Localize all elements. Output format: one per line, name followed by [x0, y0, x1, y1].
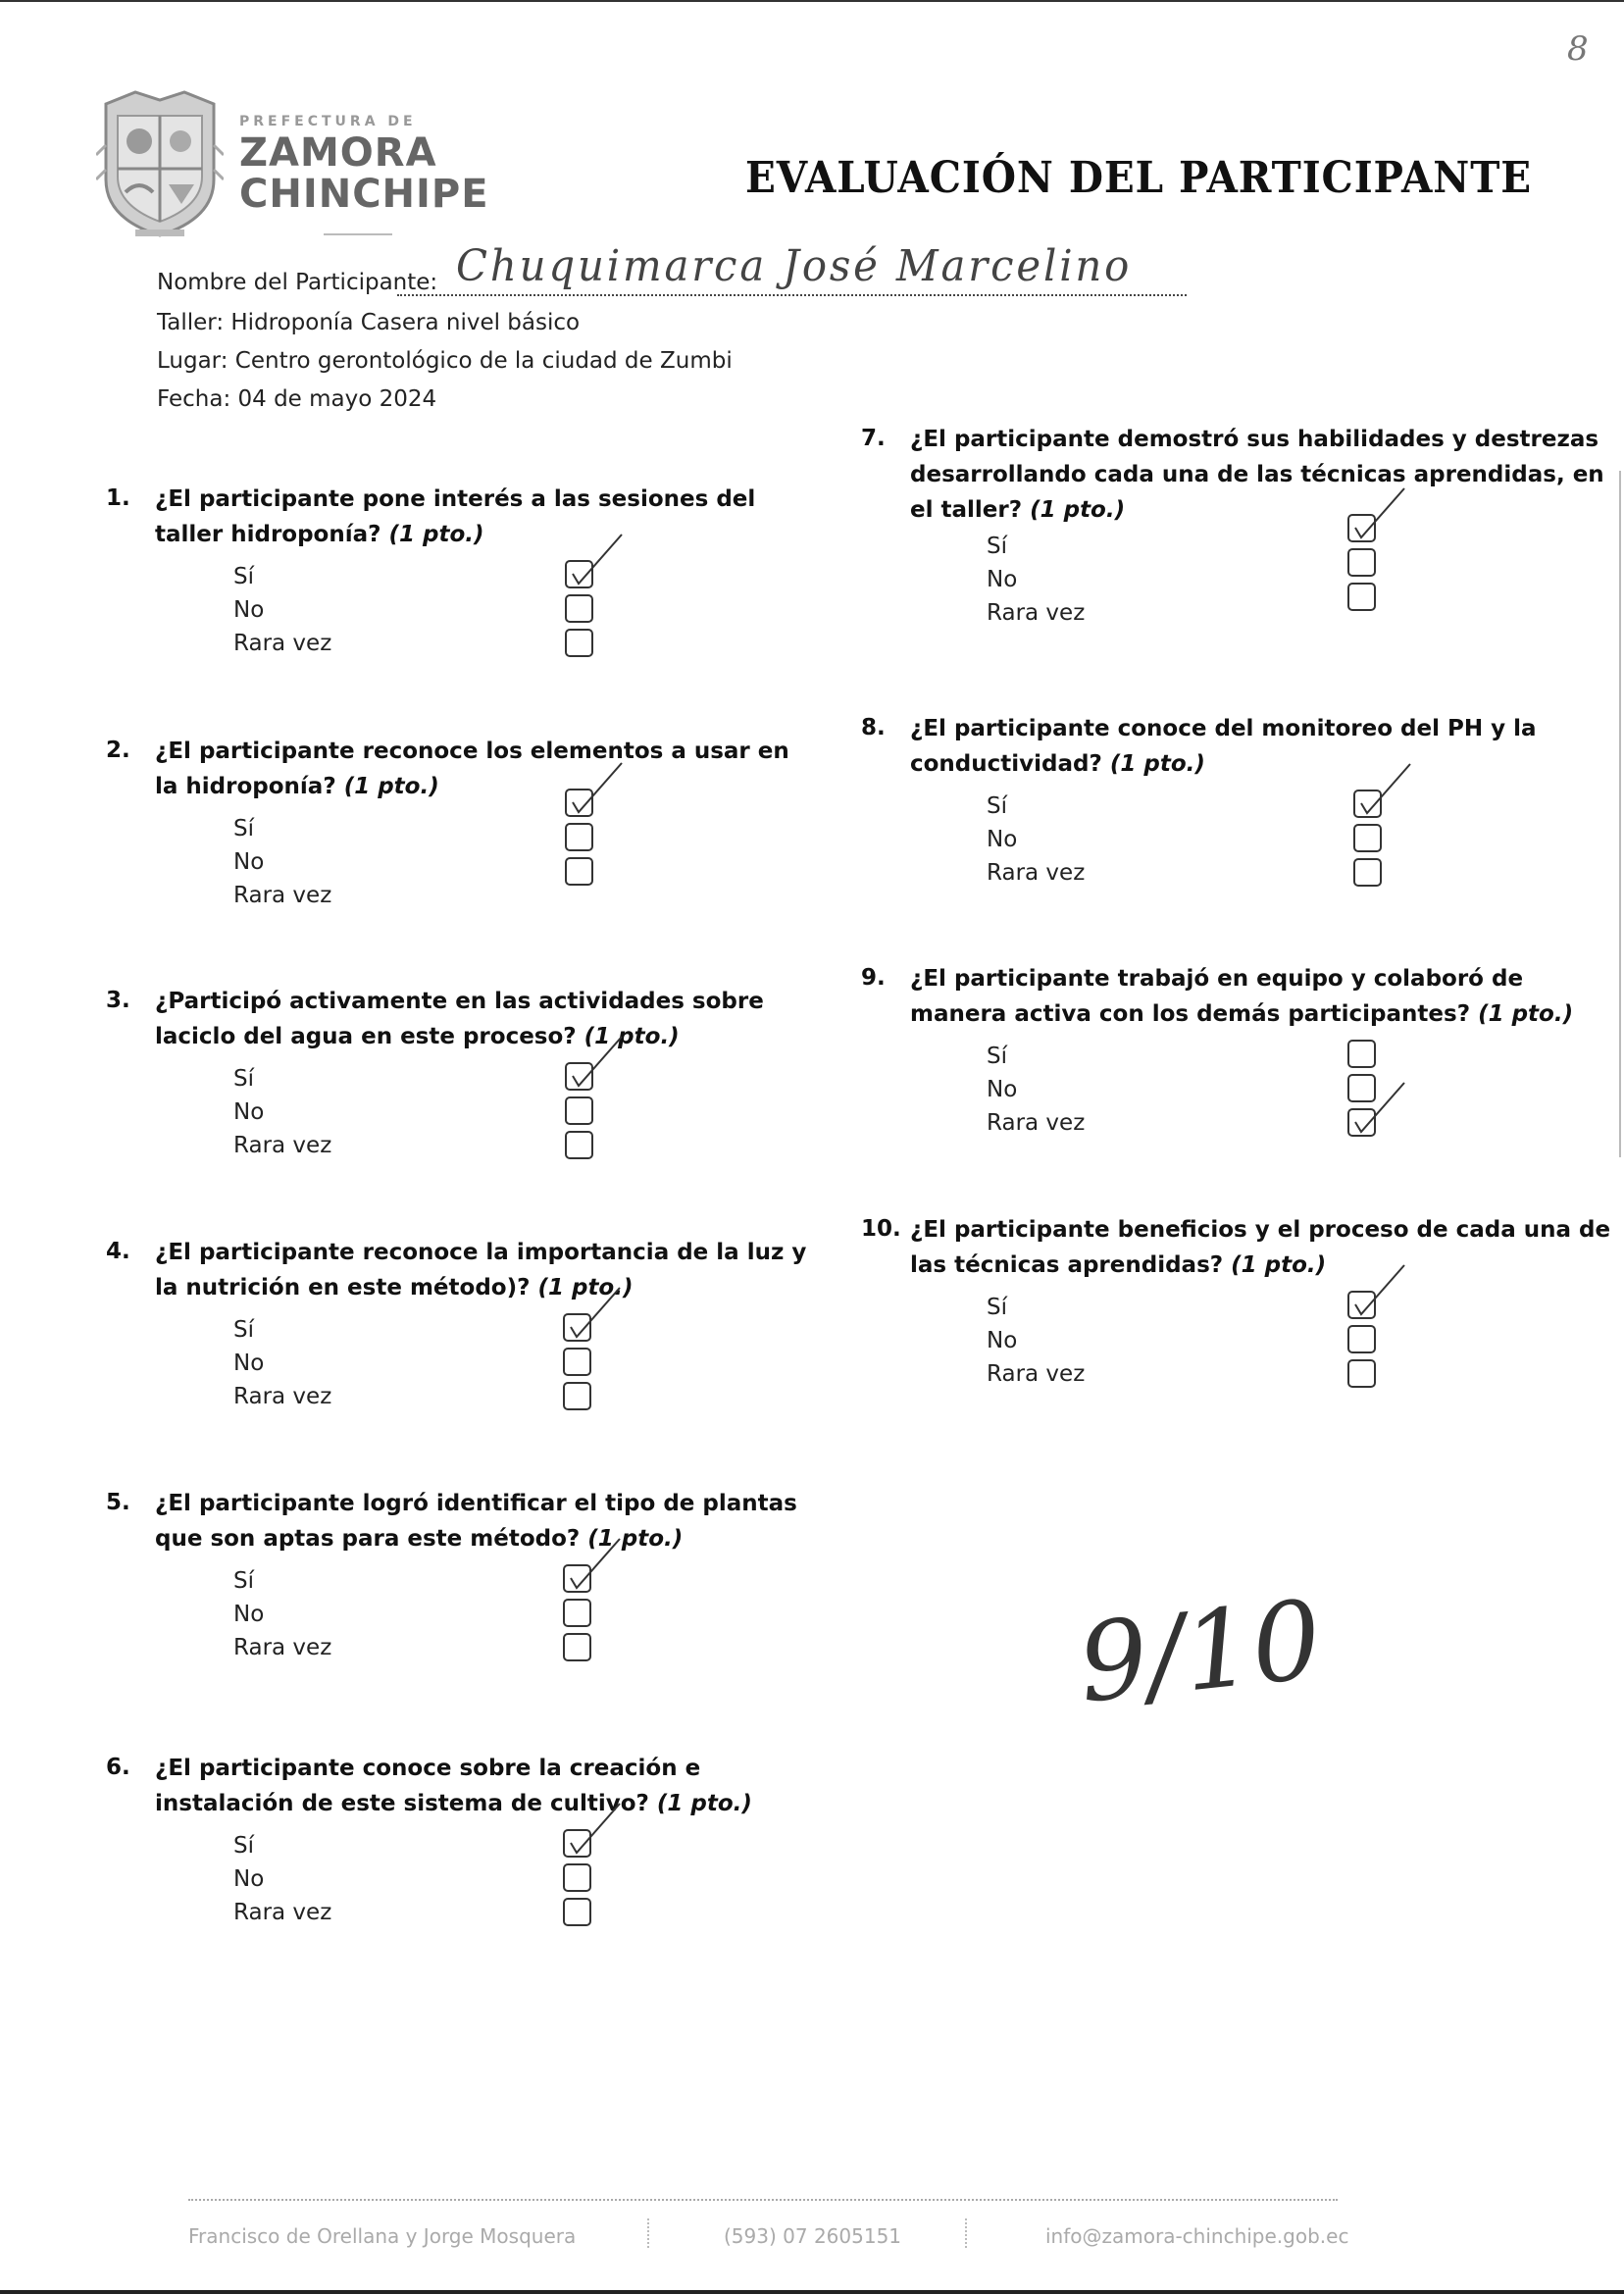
prefecture-logo	[96, 86, 488, 243]
option-label: No	[233, 1602, 265, 1627]
question-text	[155, 1751, 752, 1821]
option-label: Rara vez	[987, 860, 1086, 886]
check-mark-icon	[1349, 484, 1408, 543]
check-mark-icon	[565, 1800, 624, 1859]
document-title: EVALUACIÓN DEL PARTICIPANTE	[745, 153, 1533, 203]
question-line-text: la nutrición en este método)?	[155, 1275, 531, 1300]
page-number: 8	[1567, 29, 1589, 69]
option-label: Sí	[233, 564, 254, 589]
question-line	[155, 1786, 752, 1821]
question-line	[910, 1248, 1610, 1283]
option-checkbox[interactable]	[565, 594, 593, 623]
option-label: Rara vez	[233, 1900, 332, 1925]
option-checkbox[interactable]	[563, 1633, 591, 1661]
question-text	[155, 1486, 797, 1556]
option-label: Sí	[987, 793, 1007, 819]
logo-subtitle: PREFECTURA DE	[239, 114, 417, 129]
question-line: ¿El participante beneficios y el proceso de cada una de	[910, 1217, 1611, 1243]
location-line: Lugar: Centro gerontológico de la ciudad de Zumbi	[157, 348, 733, 374]
footer-divider	[188, 2199, 1338, 2201]
check-mark-icon	[565, 1535, 624, 1594]
question-line: ¿Participó activamente en las actividades sobre	[155, 989, 764, 1014]
question-line: ¿El participante reconoce la importancia de la luz y	[155, 1240, 807, 1265]
question-line: ¿El participante pone interés a las sesiones del	[155, 486, 756, 512]
question-line-text: instalación de este sistema de cultivo?	[155, 1791, 649, 1816]
question-line	[910, 746, 1536, 782]
option-label: No	[987, 567, 1018, 592]
question-line-text: la hidroponía?	[155, 774, 336, 799]
question-line: ¿El participante conoce del monitoreo del PH y la	[910, 716, 1537, 741]
option-label: No	[987, 827, 1018, 852]
question-line	[910, 996, 1573, 1032]
question-line	[910, 492, 1604, 528]
option-label: Rara vez	[233, 1635, 332, 1660]
option-label: Sí	[233, 1317, 254, 1343]
footer-email: info@zamora-chinchipe.gob.ec	[1045, 2224, 1349, 2248]
option-label: No	[233, 849, 265, 875]
option-checkbox[interactable]	[1347, 583, 1376, 611]
option-label: Rara vez	[987, 600, 1086, 626]
question-number: 7.	[861, 426, 886, 451]
question-line-text: manera activa con los demás participantes?	[910, 1001, 1471, 1027]
option-checkbox[interactable]	[565, 857, 593, 886]
question-text	[910, 422, 1604, 528]
option-label: Rara vez	[233, 1133, 332, 1158]
question-line: ¿El participante demostró sus habilidades y destrezas	[910, 427, 1599, 452]
logo-line-2: CHINCHIPE	[239, 172, 489, 217]
option-label: Sí	[987, 1044, 1007, 1069]
option-checkbox[interactable]	[563, 1382, 591, 1410]
option-checkbox[interactable]	[563, 1599, 591, 1627]
question-text	[155, 734, 789, 804]
footer-phone: (593) 07 2605151	[724, 2224, 902, 2248]
option-label: No	[233, 1099, 265, 1125]
question-text	[910, 1212, 1610, 1283]
handwritten-score: 9/10	[1072, 1576, 1328, 1727]
question-line-text: taller hidroponía?	[155, 522, 381, 547]
option-checkbox[interactable]	[565, 1096, 593, 1125]
option-label: No	[233, 597, 265, 623]
question-line: ¿El participante logró identificar el tipo de plantas	[155, 1491, 797, 1516]
check-mark-icon	[567, 1033, 626, 1092]
question-number: 10.	[861, 1216, 901, 1242]
option-checkbox[interactable]	[563, 1348, 591, 1376]
question-number: 5.	[106, 1490, 130, 1515]
option-label: Sí	[233, 1066, 254, 1092]
question-points: (1 pto.)	[587, 1526, 684, 1552]
question-number: 4.	[106, 1239, 130, 1264]
question-points: (1 pto.)	[584, 1024, 680, 1049]
option-label: Sí	[987, 534, 1007, 559]
question-line: ¿El participante conoce sobre la creación e	[155, 1756, 701, 1781]
workshop-line: Taller: Hidroponía Casera nivel básico	[157, 310, 581, 335]
participant-name-label: Nombre del Participante:	[157, 270, 438, 295]
check-mark-icon	[565, 1284, 624, 1343]
check-mark-icon	[1355, 760, 1414, 819]
option-checkbox[interactable]	[565, 1131, 593, 1159]
option-checkbox[interactable]	[1347, 1325, 1376, 1353]
logo-underline	[324, 233, 392, 235]
question-points: (1 pto.)	[1231, 1252, 1327, 1278]
shield-icon	[96, 86, 224, 238]
option-label: No	[987, 1077, 1018, 1102]
question-line-text: laciclo del agua en este proceso?	[155, 1024, 577, 1049]
option-label: Sí	[233, 1568, 254, 1594]
question-line	[155, 1270, 806, 1305]
question-line	[155, 769, 789, 804]
footer-separator	[965, 2218, 975, 2248]
question-line	[155, 517, 755, 552]
question-text	[910, 711, 1536, 782]
question-text	[155, 482, 755, 552]
question-line-text: conductividad?	[910, 751, 1102, 777]
question-points: (1 pto.)	[656, 1791, 752, 1816]
question-text	[910, 961, 1573, 1032]
question-points: (1 pto.)	[343, 774, 439, 799]
option-checkbox[interactable]	[1347, 1040, 1376, 1068]
option-checkbox[interactable]	[1347, 548, 1376, 577]
option-label: Sí	[987, 1295, 1007, 1320]
check-mark-icon	[567, 759, 626, 818]
option-checkbox[interactable]	[563, 1863, 591, 1892]
question-line	[155, 1521, 797, 1556]
option-checkbox[interactable]	[565, 629, 593, 657]
participant-name-line	[397, 294, 1187, 296]
scan-border-top	[0, 0, 1624, 2]
question-number: 8.	[861, 715, 886, 740]
question-text	[155, 984, 764, 1054]
option-label: No	[987, 1328, 1018, 1353]
question-number: 6.	[106, 1755, 130, 1780]
option-label: Rara vez	[987, 1361, 1086, 1387]
option-checkbox[interactable]	[563, 1898, 591, 1926]
footer-address: Francisco de Orellana y Jorge Mosquera	[188, 2224, 577, 2248]
check-mark-icon	[1349, 1261, 1408, 1320]
question-line-text: que son aptas para este método?	[155, 1526, 581, 1552]
question-points: (1 pto.)	[1030, 497, 1126, 523]
question-line-text: el taller?	[910, 497, 1023, 523]
question-line: ¿El participante trabajó en equipo y colaboró de	[910, 966, 1524, 992]
participant-name-handwritten: Chuquimarca José Marcelino	[456, 241, 1133, 291]
option-label: Rara vez	[233, 1384, 332, 1409]
check-mark-icon	[567, 531, 626, 589]
question-points: (1 pto.)	[1478, 1001, 1574, 1027]
question-number: 1.	[106, 485, 130, 511]
question-points: (1 pto.)	[388, 522, 484, 547]
question-number: 2.	[106, 738, 130, 763]
option-label: Rara vez	[233, 883, 332, 908]
option-label: Rara vez	[987, 1110, 1086, 1136]
scan-border-right	[1619, 471, 1621, 1157]
option-checkbox[interactable]	[565, 823, 593, 851]
question-text	[155, 1235, 806, 1305]
check-mark-icon	[1349, 1079, 1408, 1138]
option-checkbox[interactable]	[1353, 824, 1382, 852]
option-label: No	[233, 1351, 265, 1376]
logo-line-1: ZAMORA	[239, 130, 437, 176]
footer-separator	[647, 2218, 657, 2248]
option-label: No	[233, 1866, 265, 1892]
question-line: desarrollando cada una de las técnicas aprendidas, en	[910, 462, 1604, 487]
date-line: Fecha: 04 de mayo 2024	[157, 386, 437, 412]
option-checkbox[interactable]	[1353, 858, 1382, 887]
question-points: (1 pto.)	[1109, 751, 1205, 777]
question-points: (1 pto.)	[537, 1275, 634, 1300]
question-number: 3.	[106, 988, 130, 1013]
question-line-text: las técnicas aprendidas?	[910, 1252, 1224, 1278]
option-label: Rara vez	[233, 631, 332, 656]
question-line: ¿El participante reconoce los elementos a usar en	[155, 739, 789, 764]
question-number: 9.	[861, 965, 886, 991]
scan-border-bottom	[0, 2290, 1624, 2294]
option-label: Sí	[233, 1833, 254, 1859]
question-line	[155, 1019, 764, 1054]
option-checkbox[interactable]	[1347, 1359, 1376, 1388]
option-label: Sí	[233, 816, 254, 841]
